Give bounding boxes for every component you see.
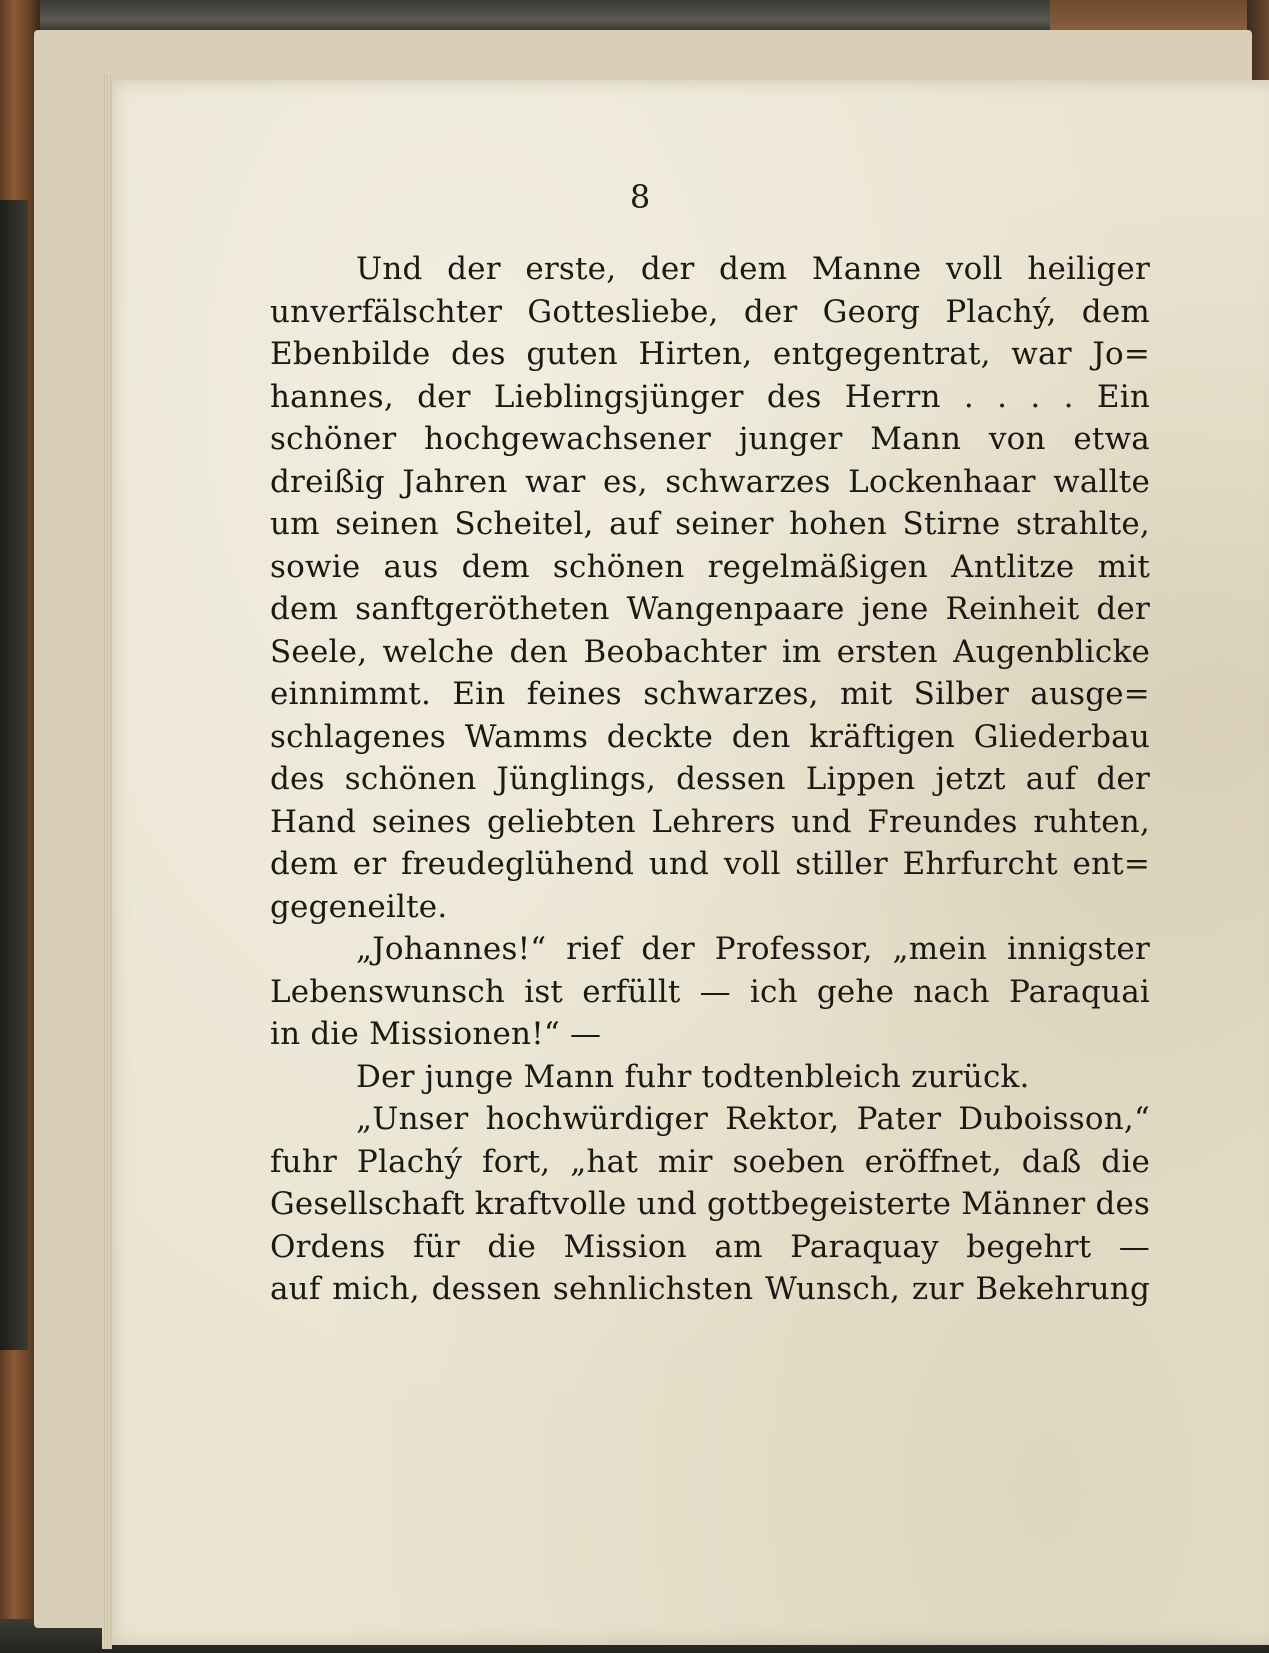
text-line: Ebenbilde des guten Hirten, entgegentrat, war Jo= [270, 336, 1150, 372]
text-line: dem er freudeglühend und voll stiller Ehrfurcht ent= [270, 846, 1150, 882]
text-line: des schönen Jünglings, dessen Lippen jetzt auf der [270, 761, 1150, 797]
text-line: einnimmt. Ein feines schwarzes, mit Silber ausge= [270, 676, 1150, 712]
text-line: Lebenswunsch ist erfüllt — ich gehe nach Paraquai [270, 973, 1150, 1010]
text-line: „Unser hochwürdiger Rektor, Pater Duboisson,“ [356, 1101, 1150, 1137]
text-line: dem sanftgerötheten Wangenpaare jene Reinheit der [270, 591, 1150, 627]
text-line: schlagenes Wamms deckte den kräftigen Gliederbau [270, 718, 1150, 755]
text-line: „Johannes!“ rief der Professor, „mein innigster [356, 931, 1150, 967]
body-text [270, 248, 1150, 1311]
text-line: Der junge Mann fuhr todtenbleich zurück. [356, 1058, 1030, 1095]
text-line: auf mich, dessen sehnlichsten Wunsch, zur Bekehrung [270, 1271, 1150, 1307]
text-line: schöner hochgewachsener junger Mann von etwa [270, 421, 1150, 457]
text-line: Hand seines geliebten Lehrers und Freundes ruhten, [270, 803, 1150, 840]
book-cover-top [0, 0, 1269, 34]
leather-corner [1050, 0, 1269, 34]
text-line: Gesellschaft kraftvolle und gottbegeisterte Männer des [270, 1186, 1150, 1222]
text-line: um seinen Scheitel, auf seiner hohen Stirne strahlte, [270, 506, 1150, 542]
text-line: Ordens für die Mission am Paraquay begehrt — [270, 1228, 1150, 1265]
text-line: Und der erste, der dem Manne voll heiliger [356, 251, 1150, 287]
text-line: unverfälschter Gottesliebe, der Georg Plachý, dem [270, 293, 1150, 330]
text-line: in die Missionen!“ — [270, 1016, 602, 1052]
text-line: sowie aus dem schönen regelmäßigen Antlitze mit [270, 548, 1150, 585]
text-line: Seele, welche den Beobachter im ersten Augenblicke [270, 633, 1150, 670]
text-line: gegeneilte. [270, 888, 448, 925]
text-line: dreißig Jahren war es, schwarzes Lockenhaar wallte [270, 463, 1150, 500]
worn-spine [0, 200, 28, 1350]
text-line: fuhr Plachý fort, „hat mir soeben eröffnet, daß die [270, 1143, 1150, 1180]
text-line: hannes, der Lieblingsjünger des Herrn . . . . Ein [270, 378, 1150, 415]
page-number: 8 [629, 178, 651, 216]
